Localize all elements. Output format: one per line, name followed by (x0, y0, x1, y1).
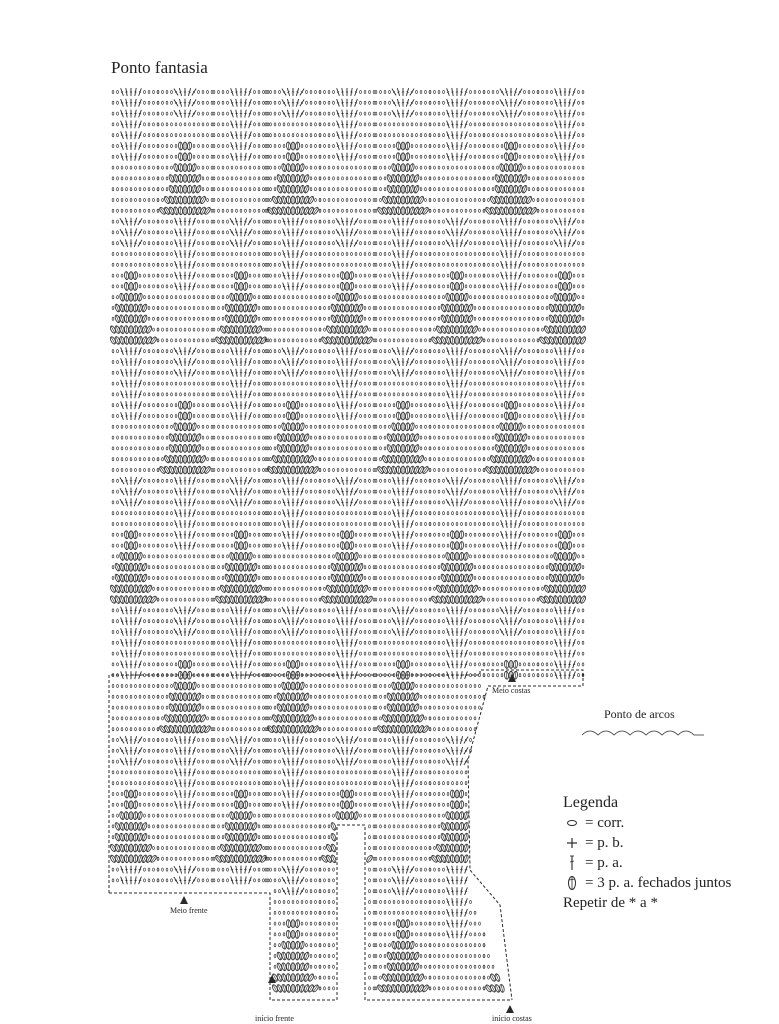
inicio-frente-label: início frente (255, 1014, 294, 1023)
legend (563, 793, 731, 913)
legend-label-chain: = corr. (585, 815, 625, 831)
single-crochet-plus-icon (563, 837, 581, 849)
arcs-stitch-label: Ponto de arcos (604, 707, 675, 721)
chain-stitch-oval-icon (563, 819, 581, 827)
legend-item-cluster (563, 873, 731, 893)
meio-costas-label: Meio costas (492, 686, 531, 695)
legend-title: Legenda (563, 794, 619, 811)
meio-frente-label: Meio frente (170, 906, 208, 915)
legend-item-chain (563, 813, 731, 833)
inicio-costas-label: início costas (492, 1014, 532, 1023)
cluster-3dc-icon (563, 875, 581, 891)
legend-label-single-crochet: = p. b. (585, 835, 624, 851)
legend-item-single-crochet (563, 833, 731, 853)
double-crochet-icon (563, 855, 581, 871)
legend-item-double-crochet (563, 853, 731, 873)
legend-label-cluster: = 3 p. a. fechados juntos (585, 875, 732, 891)
chart-title: Ponto fantasia (111, 58, 208, 77)
legend-label-double-crochet: = p. a. (585, 855, 623, 871)
repeat-instruction: Repetir de * a * (563, 895, 658, 911)
